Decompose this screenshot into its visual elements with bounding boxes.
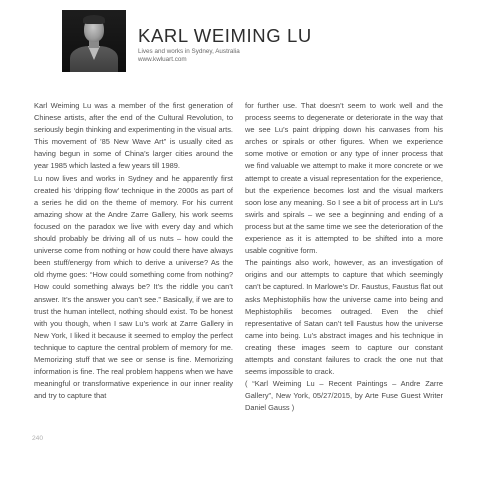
- artist-location-subtitle: Lives and works in Sydney, Australia: [138, 48, 240, 55]
- page-number: 240: [32, 435, 44, 442]
- artist-name-heading: KARL WEIMING LU: [138, 25, 312, 46]
- right-paragraph-2: The paintings also work, however, as an investigation of origins and our attempts to capture that which seemingly can’t be captured. In Marlowe’s Dr. Faustus, Faustus flat out asks Mephistophilis how the universe came into being and Mephistophilis becomes outraged. Even the chief representative of Satan can’t tell Faustus how the universe came into being. Lu’s abstract images and his technique in creating these images seem to capture our constant attempts and constant failures to crack the one nut that seems impossible to crack.: [245, 258, 443, 377]
- citation-paragraph: ( “Karl Weiming Lu – Recent Paintings – Andre Zarre Gallery”, New York, 05/27/2015, by Arte Fuse Guest Writer Daniel Gauss ): [245, 379, 443, 413]
- left-text-column: [34, 100, 233, 402]
- left-paragraph-2: Lu now lives and works in Sydney and he apparently first created his ‘dripping flow’ technique in the 2000s as part of a series he did on the theme of memory. For his current amazing show at the Andre Zarre Gallery, his work seems focused on the paradox we live with every day and which should probably be driving all of us nuts – how could the universe come from nothing or how could there have always been stuff/energy from which to derive a universe? As the old rhyme goes: “How could something come from nothing? How could something always be? It’s the riddle you can’t answer. It’s the answer you can’t see.” Basically, if we are to trust the human intellect, nothing should exist. To be honest with you though, when I saw Lu’s work at Zarre Gallery in New York, I liked it because it seemed to employ the perfect technique to capture the central problem of memory for me. Memorizing stuff that we see or sense is fine. Memorizing information is fine. The real problem happens when we have meaningful or transformative experience in our inner reality and try to capture that: [34, 173, 233, 401]
- right-paragraph-1: for further use. That doesn’t seem to work well and the process seems to degenerate or deteriorate in the way that we see Lu’s paint dripping down his canvases from his arches or spirals or other figures. When we experience some motive or emotion or any type of inner process that we find valuable we attempt to make it more concrete or we attempt to create a visual representation for the experience, but the experience becomes lost and the visual markers soon lose any meaning. So I see a bit of process art in Lu’s swirls and spirals – we see a beginning and ending of a process but at the same time we see the deterioration of the experience as it is attempted to be shifted into a more usable cognitive form.: [245, 101, 443, 256]
- right-text-column: [245, 100, 443, 414]
- artist-website-link[interactable]: www.kwluart.com: [138, 56, 187, 63]
- portrait-hair: [83, 15, 105, 24]
- left-paragraph-1: Karl Weiming Lu was a member of the first generation of Chinese artists, after the end of the Cultural Revolution, to seriously begin thinking and experimenting in the visual arts. This movement of ’85 New Wave Art” is usually cited as having begun in some of China’s larger cities around the year 1985 which lasted a few years till 1989.: [34, 101, 233, 171]
- artist-portrait-photo: [62, 10, 126, 72]
